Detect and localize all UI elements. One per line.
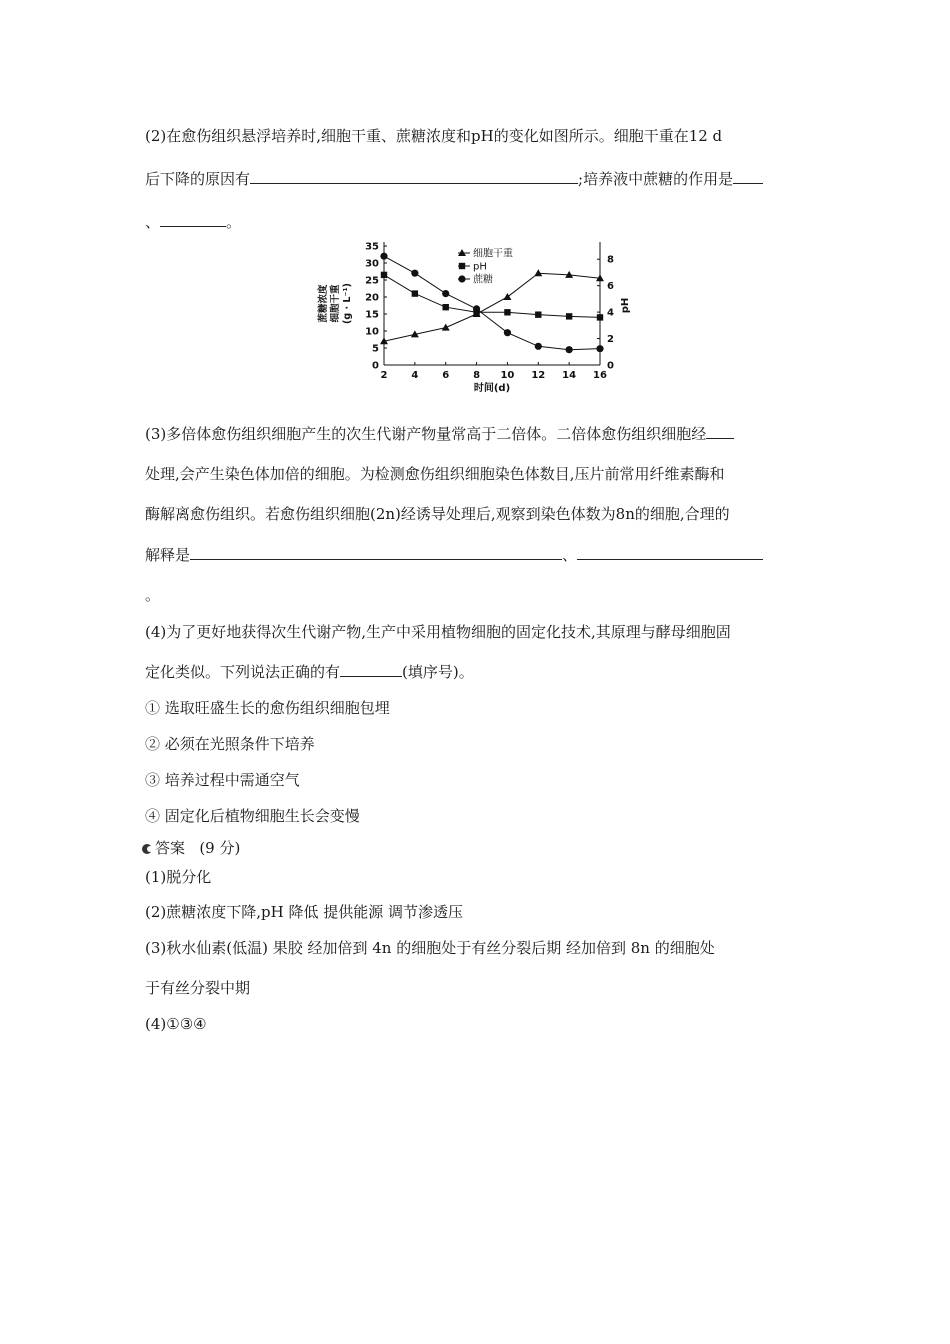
data-point-circle — [535, 343, 542, 350]
y-axis-label-right: pH — [620, 297, 631, 314]
y-tick-label-left: 0 — [372, 360, 379, 372]
answer-3-line-2: 于有丝分裂中期 — [145, 979, 251, 997]
y-tick-label-left: 35 — [365, 241, 379, 253]
answer-blank[interactable] — [190, 544, 562, 560]
answer-2: (2)蔗糖浓度下降,pH 降低 提供能源 调节渗透压 — [145, 903, 464, 921]
y-tick-label-right: 8 — [607, 254, 614, 266]
q3-line-2: 处理,会产生染色体加倍的细胞。为检测愈伤组织细胞染色体数目,压片前常用纤维素酶和 — [145, 465, 725, 483]
q4-line-1: (4)为了更好地获得次生代谢产物,生产中采用植物细胞的固定化技术,其原理与酵母细胞固 — [145, 623, 731, 641]
y-axis-label-left-line: (g · L⁻¹) — [342, 283, 353, 324]
answer-4: (4)①③④ — [145, 1015, 207, 1033]
data-point-square — [597, 314, 603, 320]
q4-option-4: ④ 固定化后植物细胞生长会变慢 — [145, 807, 360, 825]
legend-label: 细胞干重 — [473, 248, 513, 260]
y-tick-label-right: 6 — [607, 281, 614, 293]
x-tick-label: 6 — [442, 370, 450, 381]
line-chart — [300, 236, 640, 406]
y-tick-label-left: 25 — [365, 275, 379, 287]
x-tick-label: 16 — [593, 370, 607, 381]
answer-blank[interactable] — [577, 544, 763, 560]
x-axis-label: 时间(d) — [473, 383, 511, 394]
y-tick-label-right: 0 — [607, 360, 614, 372]
q4-option-3: ③ 培养过程中需通空气 — [145, 771, 300, 789]
legend-label: 蔗糖 — [473, 274, 493, 286]
x-tick-label: 12 — [531, 370, 546, 381]
data-point-circle — [504, 329, 511, 336]
data-point-square — [381, 272, 387, 278]
x-tick-label: 10 — [500, 370, 515, 381]
data-point-circle — [473, 305, 480, 312]
y-axis-label-left-line: 蔗糖浓度 — [318, 284, 329, 323]
q2-line-1: (2)在愈伤组织悬浮培养时,细胞干重、蔗糖浓度和pH的变化如图所示。细胞干重在12 d — [145, 127, 723, 145]
answer-icon — [142, 844, 152, 854]
data-point-square — [566, 313, 572, 319]
legend-marker-circle — [458, 275, 465, 282]
data-point-square — [535, 311, 541, 317]
q2-line-2: 后下降的原因有 ;培养液中蔗糖的作用是 — [145, 168, 763, 189]
q3-line-4: 解释是 、 — [145, 544, 763, 565]
q3-line-1: (3)多倍体愈伤组织细胞产生的次生代谢产物量常高于二倍体。二倍体愈伤组织细胞经 — [145, 423, 734, 444]
data-point-circle — [596, 345, 603, 352]
y-tick-label-right: 4 — [607, 307, 614, 319]
q3-line-3: 酶解离愈伤组织。若愈伤组织细胞(2n)经诱导处理后,观察到染色体数为8n的细胞,合理的 — [145, 505, 730, 523]
legend-marker-square — [459, 263, 465, 269]
data-point-square — [443, 304, 449, 310]
answer-blank[interactable] — [733, 168, 763, 184]
data-point-circle — [566, 346, 573, 353]
y-tick-label-left: 30 — [365, 258, 379, 270]
q4-option-1: ① 选取旺盛生长的愈伤组织细胞包埋 — [145, 699, 390, 717]
answer-blank[interactable] — [340, 661, 402, 677]
answer-blank[interactable] — [250, 168, 578, 184]
y-tick-label-left: 20 — [365, 292, 379, 304]
y-tick-label-left: 10 — [365, 326, 379, 338]
y-tick-label-right: 2 — [607, 334, 614, 346]
data-point-triangle — [442, 324, 450, 331]
x-tick-label: 4 — [411, 370, 419, 381]
data-point-circle — [411, 270, 418, 277]
y-tick-label-left: 15 — [365, 309, 379, 321]
y-tick-label-left: 5 — [372, 343, 379, 355]
x-tick-label: 14 — [562, 370, 577, 381]
answer-3-line-1: (3)秋水仙素(低温) 果胶 经加倍到 4n 的细胞处于有丝分裂后期 经加倍到 8n 的细胞处 — [145, 939, 715, 957]
q4-option-2: ② 必须在光照条件下培养 — [145, 735, 315, 753]
chart-legend — [458, 247, 513, 286]
data-point-square — [504, 309, 510, 315]
data-point-triangle — [534, 269, 542, 276]
q4-line-2: 定化类似。下列说法正确的有 (填序号)。 — [145, 663, 474, 681]
q3-line-5: 。 — [145, 586, 161, 604]
y-axis-label-left-line: 细胞干重 — [330, 284, 341, 323]
legend-label: pH — [473, 261, 487, 273]
answer-blank[interactable] — [160, 211, 226, 227]
answer-blank[interactable] — [706, 423, 734, 439]
x-tick-label: 8 — [473, 370, 481, 381]
x-tick-label: 2 — [380, 370, 388, 381]
y-axis-label-left — [317, 283, 353, 324]
answer-header: 答案 (9 分) — [142, 838, 240, 858]
chart-ticks — [365, 242, 631, 395]
data-point-square — [412, 290, 418, 296]
q2-line-3: 、 。 — [145, 213, 242, 231]
data-point-circle — [380, 253, 387, 260]
data-point-circle — [442, 290, 449, 297]
answer-1: (1)脱分化 — [145, 868, 212, 886]
chart-series — [380, 253, 604, 354]
data-point-triangle — [503, 293, 511, 300]
